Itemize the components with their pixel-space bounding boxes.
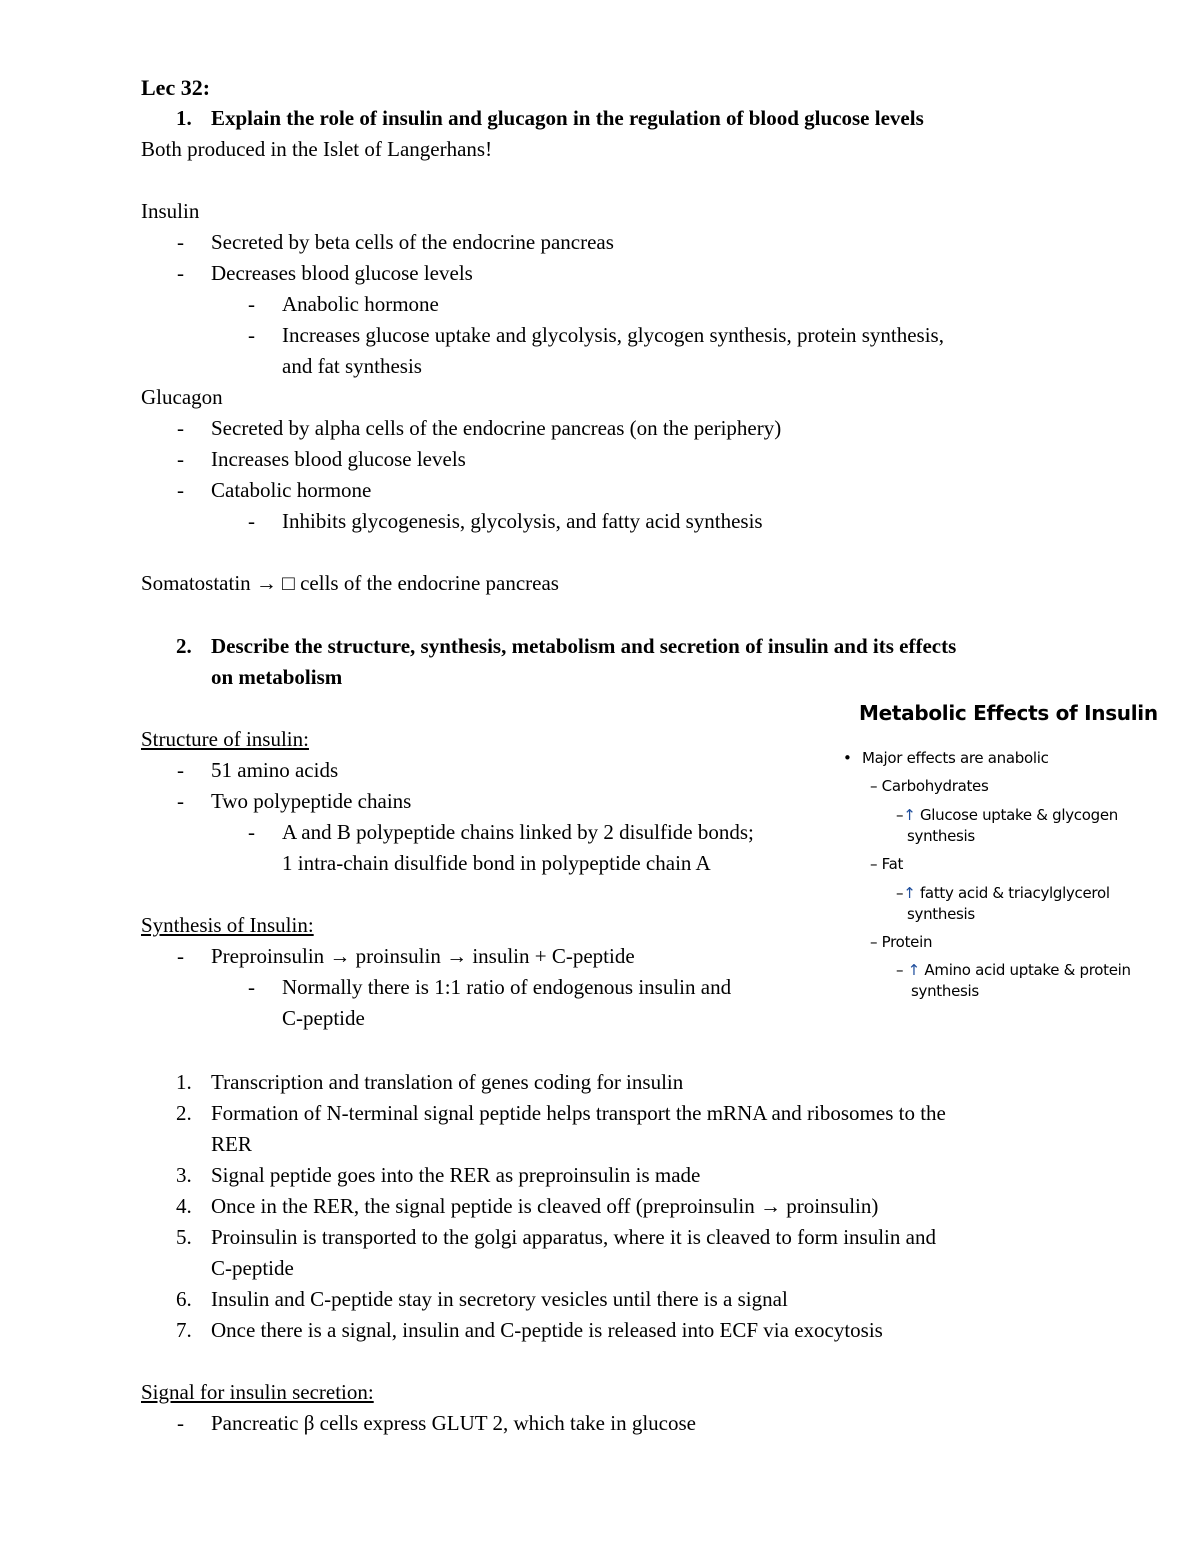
- dash-bullet: -: [177, 416, 184, 440]
- up-arrow-icon: ↑: [907, 961, 920, 979]
- dash-bullet: -: [177, 944, 184, 968]
- lecture-title: Lec 32:: [141, 75, 211, 100]
- step-number: 6.: [176, 1287, 192, 1311]
- metabolic-effects-figure: [838, 690, 1168, 1020]
- figure-carb-line1: –↑ Glucose uptake & glycogen: [896, 806, 1118, 824]
- insulin-sub-item: and fat synthesis: [282, 354, 422, 378]
- step-number: 1.: [176, 1070, 192, 1094]
- synthesis-item: Preproinsulin → proinsulin → insulin + C-peptide: [211, 944, 635, 968]
- figure-protein-line1: – ↑ Amino acid uptake & protein: [896, 961, 1131, 979]
- dash-bullet: -: [177, 789, 184, 813]
- structure-item: Two polypeptide chains: [211, 789, 412, 813]
- step-number: 5.: [176, 1225, 192, 1249]
- step-text: RER: [211, 1132, 252, 1156]
- dash-bullet: -: [248, 292, 255, 316]
- bullet-dot: •: [843, 749, 852, 767]
- step-text: Once in the RER, the signal peptide is cleaved off (preproinsulin → proinsulin): [211, 1194, 879, 1218]
- dash-bullet: -: [177, 758, 184, 782]
- step-number: 3.: [176, 1163, 192, 1187]
- q2-heading-line2: on metabolism: [211, 665, 343, 689]
- dash-bullet: -: [248, 509, 255, 533]
- step-text: Proinsulin is transported to the golgi apparatus, where it is cleaved to form insulin and: [211, 1225, 936, 1249]
- up-arrow-icon: ↑: [903, 884, 916, 902]
- q2-heading-line1: Describe the structure, synthesis, metabolism and secretion of insulin and its effects: [211, 634, 957, 658]
- q1-intro: Both produced in the Islet of Langerhans!: [141, 137, 493, 161]
- somatostatin-line: Somatostatin → □ cells of the endocrine pancreas: [141, 571, 559, 595]
- synthesis-label: Synthesis of Insulin:: [141, 913, 314, 937]
- structure-label: Structure of insulin:: [141, 727, 309, 751]
- step-text: Signal peptide goes into the RER as preproinsulin is made: [211, 1163, 701, 1187]
- step-text: Formation of N-terminal signal peptide helps transport the mRNA and ribosomes to the: [211, 1101, 946, 1125]
- glucagon-item: Increases blood glucose levels: [211, 447, 466, 471]
- figure-carb-label: – Carbohydrates: [870, 777, 989, 795]
- up-arrow-icon: ↑: [903, 806, 916, 824]
- figure-title: Metabolic Effects of Insulin: [859, 701, 1158, 725]
- q2-number: 2.: [176, 634, 192, 658]
- dash-bullet: -: [248, 323, 255, 347]
- glucagon-sub-item: Inhibits glycogenesis, glycolysis, and fatty acid synthesis: [282, 509, 763, 533]
- step-number: 7.: [176, 1318, 192, 1342]
- dash-bullet: -: [177, 478, 184, 502]
- step-number: 4.: [176, 1194, 192, 1218]
- synthesis-sub-item: C-peptide: [282, 1006, 365, 1030]
- insulin-label: Insulin: [141, 199, 200, 223]
- step-text: Once there is a signal, insulin and C-peptide is released into ECF via exocytosis: [211, 1318, 883, 1342]
- dash-bullet: -: [248, 820, 255, 844]
- q1-number: 1.: [176, 106, 192, 130]
- figure-protein-line2: synthesis: [911, 982, 979, 1000]
- dash-bullet: -: [177, 447, 184, 471]
- dash-bullet: -: [177, 261, 184, 285]
- insulin-sub-item: Anabolic hormone: [282, 292, 439, 316]
- q1-heading: Explain the role of insulin and glucagon in the regulation of blood glucose levels: [211, 106, 924, 130]
- signal-label: Signal for insulin secretion:: [141, 1380, 374, 1404]
- insulin-item: Decreases blood glucose levels: [211, 261, 473, 285]
- dash-bullet: -: [177, 230, 184, 254]
- structure-sub-item: A and B polypeptide chains linked by 2 disulfide bonds;: [282, 820, 754, 844]
- figure-protein-label: – Protein: [870, 933, 933, 951]
- figure-bullet: Major effects are anabolic: [862, 749, 1049, 767]
- insulin-sub-item: Increases glucose uptake and glycolysis, glycogen synthesis, protein synthesis,: [282, 323, 944, 347]
- step-text: Transcription and translation of genes coding for insulin: [211, 1070, 684, 1094]
- figure-carb-line2: synthesis: [907, 827, 975, 845]
- step-text: Insulin and C-peptide stay in secretory vesicles until there is a signal: [211, 1287, 788, 1311]
- figure-fat-line1: –↑ fatty acid & triacylglycerol: [896, 884, 1110, 902]
- step-number: 2.: [176, 1101, 192, 1125]
- glucagon-item: Catabolic hormone: [211, 478, 372, 502]
- dash-bullet: -: [248, 975, 255, 999]
- signal-item: Pancreatic β cells express GLUT 2, which take in glucose: [211, 1411, 696, 1435]
- glucagon-label: Glucagon: [141, 385, 223, 409]
- step-text: C-peptide: [211, 1256, 294, 1280]
- glucagon-item: Secreted by alpha cells of the endocrine pancreas (on the periphery): [211, 416, 782, 440]
- dash-bullet: -: [177, 1411, 184, 1435]
- synthesis-sub-item: Normally there is 1:1 ratio of endogenous insulin and: [282, 975, 732, 999]
- figure-fat-line2: synthesis: [907, 905, 975, 923]
- insulin-item: Secreted by beta cells of the endocrine pancreas: [211, 230, 614, 254]
- figure-fat-label: – Fat: [870, 855, 904, 873]
- structure-item: 51 amino acids: [211, 758, 339, 782]
- structure-sub-item: 1 intra-chain disulfide bond in polypeptide chain A: [282, 851, 711, 875]
